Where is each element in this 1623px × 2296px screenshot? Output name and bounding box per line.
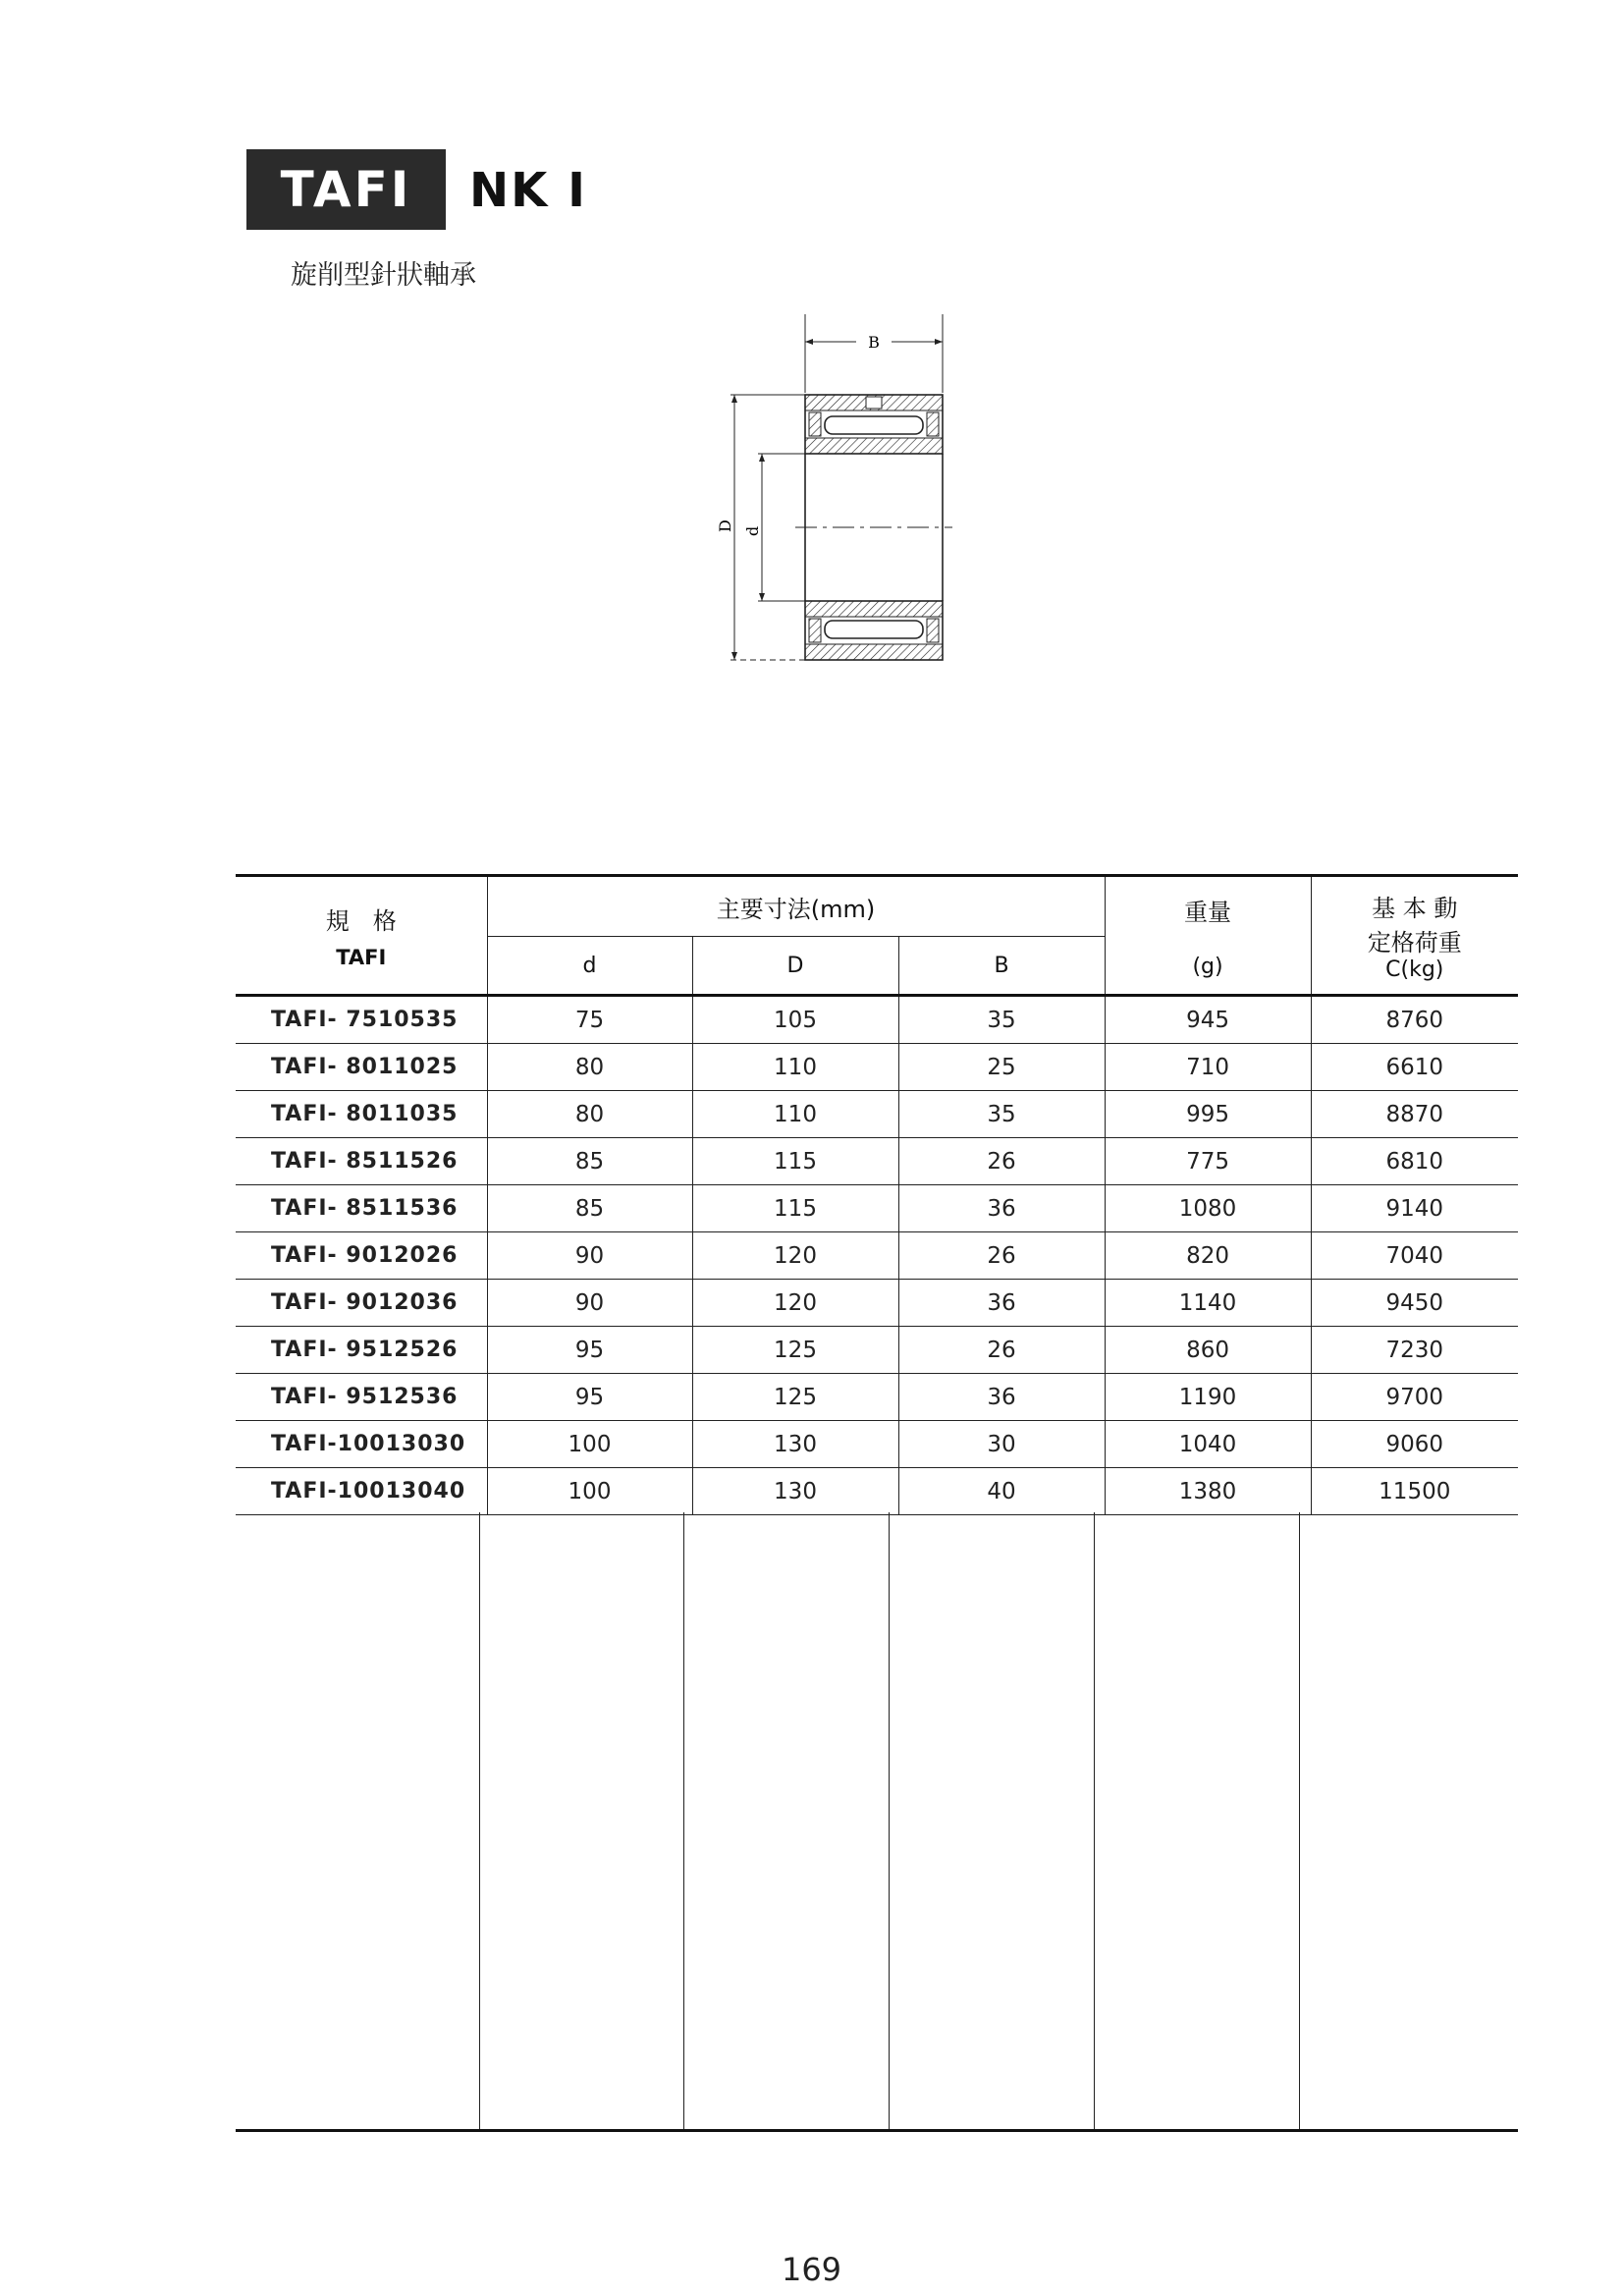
label-d: d (743, 525, 762, 536)
table-empty-area (236, 1512, 1518, 2132)
cell-B: 35 (898, 1091, 1105, 1138)
cell-B: 36 (898, 1374, 1105, 1421)
cell-d: 85 (487, 1185, 692, 1232)
cell-B: 30 (898, 1421, 1105, 1468)
table-row (236, 1232, 1518, 1280)
page-number: 169 (781, 2251, 842, 2288)
col-B-header: B (898, 937, 1105, 996)
table-row (236, 1421, 1518, 1468)
cell-load: 11500 (1311, 1468, 1518, 1515)
col-dims-header: 主要寸法(mm) (487, 876, 1105, 937)
cell-D: 125 (692, 1374, 898, 1421)
cell-model: TAFI- 9012026 (236, 1232, 487, 1280)
table-row (236, 1185, 1518, 1232)
col-weight-label: 重量 (1184, 898, 1232, 926)
cell-weight: 1380 (1105, 1468, 1311, 1515)
cell-d: 90 (487, 1280, 692, 1327)
cell-load: 8870 (1311, 1091, 1518, 1138)
spec-table-body (236, 996, 1518, 1515)
cell-d: 95 (487, 1374, 692, 1421)
cell-model: TAFI- 9512526 (236, 1327, 487, 1374)
brand-badge: TAFI (246, 149, 446, 230)
table-row (236, 996, 1518, 1044)
table-row (236, 1044, 1518, 1091)
table-row (236, 1280, 1518, 1327)
col-D-header: D (692, 937, 898, 996)
cell-model: TAFI-10013030 (236, 1421, 487, 1468)
cell-d: 85 (487, 1138, 692, 1185)
cell-D: 115 (692, 1185, 898, 1232)
cell-B: 25 (898, 1044, 1105, 1091)
cell-D: 120 (692, 1280, 898, 1327)
cell-weight: 860 (1105, 1327, 1311, 1374)
table-row (236, 1091, 1518, 1138)
cell-load: 9060 (1311, 1421, 1518, 1468)
col-spec-brand: TAFI (336, 946, 387, 969)
col-spec-header (236, 876, 487, 996)
col-load-label-2: 定格荷重 (1367, 929, 1462, 957)
cell-weight: 945 (1105, 996, 1311, 1044)
cell-D: 130 (692, 1468, 898, 1515)
col-load-unit: C(kg) (1385, 957, 1444, 982)
cell-D: 110 (692, 1091, 898, 1138)
col-weight-header (1105, 876, 1311, 996)
cell-D: 120 (692, 1232, 898, 1280)
cell-weight: 1140 (1105, 1280, 1311, 1327)
cell-B: 36 (898, 1185, 1105, 1232)
cell-load: 8760 (1311, 996, 1518, 1044)
cell-d: 95 (487, 1327, 692, 1374)
cell-model: TAFI- 8511526 (236, 1138, 487, 1185)
cell-d: 100 (487, 1421, 692, 1468)
cell-model: TAFI-10013040 (236, 1468, 487, 1515)
cell-D: 130 (692, 1421, 898, 1468)
product-subtitle: 旋削型針狀軸承 (291, 260, 476, 291)
cell-load: 6810 (1311, 1138, 1518, 1185)
cell-weight: 820 (1105, 1232, 1311, 1280)
table-row (236, 1374, 1518, 1421)
cell-model: TAFI- 8511536 (236, 1185, 487, 1232)
cell-load: 9450 (1311, 1280, 1518, 1327)
cell-load: 7040 (1311, 1232, 1518, 1280)
cell-B: 26 (898, 1138, 1105, 1185)
cell-B: 35 (898, 996, 1105, 1044)
cell-B: 36 (898, 1280, 1105, 1327)
cell-d: 75 (487, 996, 692, 1044)
col-load-label-1: 基 本 動 (1372, 895, 1458, 922)
table-row (236, 1138, 1518, 1185)
cell-d: 90 (487, 1232, 692, 1280)
label-D: D (716, 519, 734, 532)
cell-model: TAFI- 8011035 (236, 1091, 487, 1138)
cell-D: 105 (692, 996, 898, 1044)
cell-weight: 1080 (1105, 1185, 1311, 1232)
cell-d: 80 (487, 1091, 692, 1138)
bearing-spec-table (236, 874, 1518, 1515)
col-weight-unit: (g) (1192, 954, 1223, 979)
cell-load: 6610 (1311, 1044, 1518, 1091)
cell-weight: 710 (1105, 1044, 1311, 1091)
cell-d: 80 (487, 1044, 692, 1091)
label-B: B (868, 333, 880, 352)
cell-model: TAFI- 7510535 (236, 996, 487, 1044)
cell-D: 110 (692, 1044, 898, 1091)
model-title: NK I (469, 163, 587, 218)
cell-load: 7230 (1311, 1327, 1518, 1374)
cell-weight: 995 (1105, 1091, 1311, 1138)
cell-weight: 775 (1105, 1138, 1311, 1185)
cell-B: 26 (898, 1232, 1105, 1280)
cell-load: 9140 (1311, 1185, 1518, 1232)
cell-model: TAFI- 9512536 (236, 1374, 487, 1421)
cell-model: TAFI- 9012036 (236, 1280, 487, 1327)
col-spec-label: 規 格 (325, 907, 397, 935)
cell-d: 100 (487, 1468, 692, 1515)
cell-weight: 1040 (1105, 1421, 1311, 1468)
cell-D: 125 (692, 1327, 898, 1374)
cell-D: 115 (692, 1138, 898, 1185)
cell-model: TAFI- 8011025 (236, 1044, 487, 1091)
col-d-header: d (487, 937, 692, 996)
cell-B: 40 (898, 1468, 1105, 1515)
cell-weight: 1190 (1105, 1374, 1311, 1421)
bearing-cross-section-diagram (707, 314, 962, 668)
table-row (236, 1327, 1518, 1374)
cell-B: 26 (898, 1327, 1105, 1374)
col-load-header (1311, 876, 1518, 996)
cell-load: 9700 (1311, 1374, 1518, 1421)
table-row (236, 1468, 1518, 1515)
